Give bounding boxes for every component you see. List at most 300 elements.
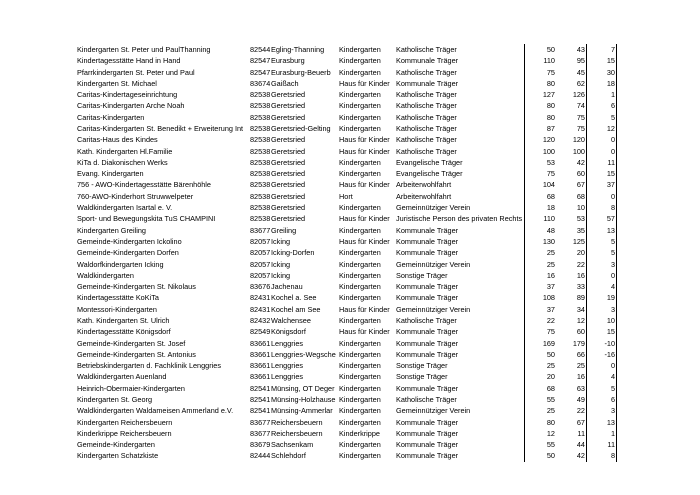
occupancy-cell: 33 <box>576 282 585 292</box>
facility-name-cell: Heinrich-Obermaier-Kindergarten <box>77 383 185 393</box>
postal-code-cell: 82547 <box>250 56 270 66</box>
difference-cell: -10 <box>604 338 615 348</box>
occupancy-cell: 53 <box>576 214 585 224</box>
postal-code-cell: 82431 <box>250 293 270 303</box>
town-cell: Geretsried <box>271 169 306 179</box>
provider-type-cell: Katholische Träger <box>396 67 457 77</box>
table-row <box>0 439 700 450</box>
facility-type-cell: Kindergarten <box>339 225 381 235</box>
town-cell: Icking <box>271 236 291 246</box>
postal-code-cell: 82538 <box>250 203 270 213</box>
provider-type-cell: Kommunale Träger <box>396 236 459 246</box>
provider-type-cell: Sonstige Träger <box>396 270 448 280</box>
postal-code-cell: 82538 <box>250 112 270 122</box>
facility-type-cell: Kindergarten <box>339 169 381 179</box>
table-row <box>0 168 700 179</box>
capacity-cell: 130 <box>542 236 555 246</box>
capacity-cell: 80 <box>546 112 555 122</box>
difference-cell: 0 <box>610 135 615 145</box>
capacity-cell: 100 <box>542 146 555 156</box>
difference-cell: 15 <box>606 169 615 179</box>
table-row <box>0 134 700 145</box>
facility-type-cell: Kindergarten <box>339 101 381 111</box>
facility-name-cell: Kindergarten Greiling <box>77 225 146 235</box>
postal-code-cell: 82538 <box>250 180 270 190</box>
difference-cell: 7 <box>610 45 615 54</box>
occupancy-cell: 25 <box>576 361 585 371</box>
provider-type-cell: Kommunale Träger <box>396 383 459 393</box>
provider-type-cell: Katholische Träger <box>396 45 457 54</box>
provider-type-cell: Arbeiterwohlfahrt <box>396 180 452 190</box>
postal-code-cell: 82541 <box>250 383 270 393</box>
facility-name-cell: Waldkindergarten Waldameisen Ammerland e.V. <box>77 406 234 416</box>
difference-cell: 5 <box>610 236 615 246</box>
difference-cell: 13 <box>606 225 615 235</box>
town-cell: Gaißach <box>271 78 299 88</box>
provider-type-cell: Katholische Träger <box>396 315 457 325</box>
town-cell: Geretsried <box>271 214 306 224</box>
facility-type-cell: Kindergarten <box>339 67 381 77</box>
postal-code-cell: 82547 <box>250 67 270 77</box>
facility-type-cell: Kindergarten <box>339 293 381 303</box>
provider-type-cell: Arbeiterwohlfahrt <box>396 191 452 201</box>
postal-code-cell: 82541 <box>250 394 270 404</box>
provider-type-cell: Katholische Träger <box>396 112 457 122</box>
facility-name-cell: Pfarrkindergarten St. Peter und Paul <box>77 67 195 77</box>
occupancy-cell: 10 <box>576 203 585 213</box>
facility-name-cell: Kath. Kindergarten St. Ulrich <box>77 315 170 325</box>
difference-cell: 3 <box>610 406 615 416</box>
capacity-cell: 75 <box>546 169 555 179</box>
table-row <box>0 304 700 315</box>
difference-cell: 0 <box>610 270 615 280</box>
difference-cell: 4 <box>610 372 615 382</box>
occupancy-cell: 125 <box>572 236 585 246</box>
town-cell: Kochel am See <box>271 304 321 314</box>
facility-type-cell: Kindergarten <box>339 248 381 258</box>
town-cell: Reichersbeuern <box>271 417 323 427</box>
difference-cell: 3 <box>610 304 615 314</box>
occupancy-cell: 42 <box>576 157 585 167</box>
postal-code-cell: 82057 <box>250 236 270 246</box>
table-row <box>0 383 700 394</box>
town-cell: Geretsried <box>271 90 306 100</box>
table-row <box>0 157 700 168</box>
postal-code-cell: 83661 <box>250 361 270 371</box>
town-cell: Eurasburg-Beuerb <box>271 67 331 77</box>
town-cell: Eurasburg <box>271 56 305 66</box>
town-cell: Lenggries <box>271 361 304 371</box>
postal-code-cell: 83679 <box>250 440 270 450</box>
occupancy-cell: 22 <box>576 259 585 269</box>
provider-type-cell: Gemeinnütziger Verein <box>396 203 471 213</box>
capacity-cell: 104 <box>542 180 555 190</box>
facility-name-cell: Gemeinde-Kindergarten Dorfen <box>77 248 179 258</box>
occupancy-cell: 45 <box>576 67 585 77</box>
provider-type-cell: Kommunale Träger <box>396 78 459 88</box>
facility-type-cell: Kindergarten <box>339 394 381 404</box>
table-row <box>0 44 700 55</box>
facility-name-cell: Kath. Kindergarten Hl.Familie <box>77 146 173 156</box>
table-row <box>0 338 700 349</box>
capacity-cell: 48 <box>546 225 555 235</box>
occupancy-cell: 22 <box>576 406 585 416</box>
facility-type-cell: Haus für Kinder <box>339 78 390 88</box>
difference-cell: 5 <box>610 248 615 258</box>
provider-type-cell: Kommunale Träger <box>396 417 459 427</box>
table-row <box>0 191 700 202</box>
provider-type-cell: Gemeinnütziger Verein <box>396 259 471 269</box>
difference-cell: 0 <box>610 191 615 201</box>
difference-cell: 6 <box>610 101 615 111</box>
table-row <box>0 259 700 270</box>
postal-code-cell: 82541 <box>250 406 270 416</box>
facility-name-cell: Caritas-Kindergarten Arche Noah <box>77 101 185 111</box>
town-cell: Schlehdorf <box>271 451 306 461</box>
table-row <box>0 100 700 111</box>
occupancy-cell: 179 <box>572 338 585 348</box>
town-cell: Königsdorf <box>271 327 306 337</box>
capacity-cell: 80 <box>546 101 555 111</box>
town-cell: Lenggries-Wegsche <box>271 349 336 359</box>
provider-type-cell: Katholische Träger <box>396 90 457 100</box>
provider-type-cell: Katholische Träger <box>396 146 457 156</box>
table-row <box>0 179 700 190</box>
town-cell: Münsing-Holzhause <box>271 394 336 404</box>
capacity-cell: 37 <box>546 304 555 314</box>
facility-type-cell: Kindergarten <box>339 259 381 269</box>
difference-cell: 18 <box>606 78 615 88</box>
town-cell: Geretsried <box>271 203 306 213</box>
town-cell: Geretsried <box>271 112 306 122</box>
postal-code-cell: 82444 <box>250 451 270 461</box>
provider-type-cell: Katholische Träger <box>396 135 457 145</box>
table-row <box>0 326 700 337</box>
town-cell: Lenggries <box>271 338 304 348</box>
table-row <box>0 281 700 292</box>
capacity-cell: 50 <box>546 45 555 54</box>
facility-name-cell: Kindergarten Reichersbeuern <box>77 417 173 427</box>
provider-type-cell: Sonstige Träger <box>396 361 448 371</box>
provider-type-cell: Kommunale Träger <box>396 349 459 359</box>
postal-code-cell: 82538 <box>250 191 270 201</box>
facility-name-cell: Betriebskindergarten d. Fachklinik Lenggries <box>77 361 221 371</box>
postal-code-cell: 82432 <box>250 315 270 325</box>
capacity-cell: 80 <box>546 417 555 427</box>
facility-type-cell: Kindergarten <box>339 270 381 280</box>
facility-name-cell: Gemeinde-Kindergarten St. Antonius <box>77 349 196 359</box>
capacity-cell: 50 <box>546 349 555 359</box>
provider-type-cell: Kommunale Träger <box>396 225 459 235</box>
provider-type-cell: Kommunale Träger <box>396 440 459 450</box>
occupancy-cell: 11 <box>577 428 585 438</box>
town-cell: Geretsried <box>271 180 306 190</box>
occupancy-cell: 34 <box>576 304 585 314</box>
facility-name-cell: Gemeinde-Kindergarten Ickolino <box>77 236 182 246</box>
table-row <box>0 394 700 405</box>
postal-code-cell: 83661 <box>250 372 270 382</box>
town-cell: Geretsried <box>271 135 306 145</box>
town-cell: Egling-Thanning <box>271 45 325 54</box>
table-row <box>0 292 700 303</box>
town-cell: Icking <box>271 259 291 269</box>
town-cell: Icking-Dorfen <box>271 248 315 258</box>
facility-name-cell: Caritas-Kindergarten <box>77 112 145 122</box>
capacity-cell: 169 <box>542 338 555 348</box>
facility-name-cell: Evang. Kindergarten <box>77 169 144 179</box>
facility-type-cell: Kindergarten <box>339 440 381 450</box>
table-row <box>0 247 700 258</box>
facility-type-cell: Kindergarten <box>339 361 381 371</box>
facility-name-cell: KiTa d. Diakonischen Werks <box>77 157 168 167</box>
capacity-cell: 110 <box>543 56 555 66</box>
occupancy-cell: 60 <box>576 327 585 337</box>
facility-name-cell: Kindertagesstätte Hand in Hand <box>77 56 181 66</box>
occupancy-cell: 100 <box>572 146 585 156</box>
postal-code-cell: 83674 <box>250 78 270 88</box>
occupancy-cell: 95 <box>576 56 585 66</box>
facility-type-cell: Kindergarten <box>339 90 381 100</box>
table-row <box>0 405 700 416</box>
facility-type-cell: Kindergarten <box>339 45 381 54</box>
table-row <box>0 213 700 224</box>
postal-code-cell: 82538 <box>250 124 270 134</box>
facility-type-cell: Kinderkrippe <box>339 428 380 438</box>
facility-type-cell: Kindergarten <box>339 349 381 359</box>
table-row <box>0 270 700 281</box>
occupancy-cell: 35 <box>576 225 585 235</box>
capacity-cell: 75 <box>546 67 555 77</box>
table-row <box>0 112 700 123</box>
capacity-cell: 68 <box>546 191 555 201</box>
capacity-cell: 25 <box>546 248 555 258</box>
facility-name-cell: Kindergarten St. Georg <box>77 394 153 404</box>
capacity-cell: 120 <box>542 135 555 145</box>
table-row <box>0 55 700 66</box>
capacity-cell: 12 <box>546 428 555 438</box>
capacity-cell: 127 <box>542 90 555 100</box>
facility-name-cell: Gemeinde-Kindergarten St. Josef <box>77 338 186 348</box>
provider-type-cell: Katholische Träger <box>396 101 457 111</box>
postal-code-cell: 82538 <box>250 135 270 145</box>
town-cell: Geretsried <box>271 146 306 156</box>
town-cell: Kochel a. See <box>271 293 317 303</box>
difference-cell: 30 <box>606 67 615 77</box>
occupancy-cell: 66 <box>576 349 585 359</box>
difference-cell: 12 <box>606 124 615 134</box>
postal-code-cell: 82538 <box>250 214 270 224</box>
postal-code-cell: 82549 <box>250 327 270 337</box>
facility-name-cell: Sport- und Bewegungskita TuS CHAMPINI <box>77 214 216 224</box>
table-row <box>0 450 700 461</box>
postal-code-cell: 82057 <box>250 259 270 269</box>
provider-type-cell: Kommunale Träger <box>396 327 459 337</box>
capacity-cell: 25 <box>546 406 555 416</box>
table-row <box>0 428 700 439</box>
facility-type-cell: Haus für Kinder <box>339 180 390 190</box>
town-cell: Sachsenkam <box>271 440 314 450</box>
occupancy-cell: 74 <box>576 101 585 111</box>
postal-code-cell: 82538 <box>250 157 270 167</box>
table-row <box>0 202 700 213</box>
capacity-cell: 80 <box>546 78 555 88</box>
occupancy-cell: 68 <box>576 191 585 201</box>
occupancy-cell: 75 <box>576 112 585 122</box>
occupancy-cell: 89 <box>576 293 585 303</box>
difference-cell: 10 <box>606 315 615 325</box>
occupancy-cell: 42 <box>576 451 585 461</box>
postal-code-cell: 82431 <box>250 304 270 314</box>
table-row <box>0 78 700 89</box>
provider-type-cell: Evangelische Träger <box>396 157 463 167</box>
town-cell: Münsing-Ammerlar <box>271 406 333 416</box>
provider-type-cell: Kommunale Träger <box>396 428 459 438</box>
town-cell: Geretsried <box>271 157 306 167</box>
provider-type-cell: Katholische Träger <box>396 124 457 134</box>
town-cell: Geretsried <box>271 191 306 201</box>
occupancy-cell: 62 <box>576 78 585 88</box>
town-cell: Greiling <box>271 225 297 235</box>
postal-code-cell: 83676 <box>250 282 270 292</box>
provider-type-cell: Kommunale Träger <box>396 248 459 258</box>
capacity-cell: 25 <box>546 361 555 371</box>
occupancy-cell: 75 <box>576 124 585 134</box>
facility-type-cell: Kindergarten <box>339 112 381 122</box>
occupancy-cell: 126 <box>572 90 585 100</box>
capacity-cell: 18 <box>546 203 555 213</box>
postal-code-cell: 82057 <box>250 248 270 258</box>
difference-cell: -16 <box>604 349 615 359</box>
facility-name-cell: Kindergarten Schatzkiste <box>77 451 159 461</box>
town-cell: Münsing, OT Deger <box>271 383 335 393</box>
table-row <box>0 417 700 428</box>
difference-cell: 15 <box>606 327 615 337</box>
capacity-cell: 16 <box>546 270 555 280</box>
postal-code-cell: 83677 <box>250 428 270 438</box>
provider-type-cell: Gemeinnütziger Verein <box>396 304 471 314</box>
postal-code-cell: 82057 <box>250 270 270 280</box>
facility-name-cell: Caritas-Haus des Kindes <box>77 135 158 145</box>
provider-type-cell: Gemeinnütziger Verein <box>396 406 471 416</box>
town-cell: Lenggries <box>271 372 304 382</box>
occupancy-cell: 12 <box>576 315 585 325</box>
facility-type-cell: Kindergarten <box>339 338 381 348</box>
occupancy-cell: 20 <box>576 248 585 258</box>
difference-cell: 13 <box>606 417 615 427</box>
facility-name-cell: Waldorfkindergarten Icking <box>77 259 164 269</box>
capacity-cell: 75 <box>546 327 555 337</box>
occupancy-cell: 120 <box>572 135 585 145</box>
facility-type-cell: Kindergarten <box>339 417 381 427</box>
postal-code-cell: 82538 <box>250 101 270 111</box>
town-cell: Jachenau <box>271 282 303 292</box>
postal-code-cell: 82538 <box>250 146 270 156</box>
postal-code-cell: 82538 <box>250 90 270 100</box>
town-cell: Icking <box>271 270 291 280</box>
postal-code-cell: 82538 <box>250 169 270 179</box>
table-row <box>0 67 700 78</box>
table-row <box>0 315 700 326</box>
provider-type-cell: Kommunale Träger <box>396 293 459 303</box>
provider-type-cell: Katholische Träger <box>396 394 457 404</box>
facility-name-cell: Kinderkrippe Reichersbeuern <box>77 428 172 438</box>
provider-type-cell: Sonstige Träger <box>396 372 448 382</box>
postal-code-cell: 82544 <box>250 45 270 54</box>
facility-name-cell: Waldkindergarten Isartal e. V. <box>77 203 173 213</box>
facility-type-cell: Haus für Kinder <box>339 327 390 337</box>
table-row <box>0 371 700 382</box>
town-cell: Geretsried-Gelting <box>271 124 331 134</box>
difference-cell: 15 <box>606 56 615 66</box>
postal-code-cell: 83677 <box>250 225 270 235</box>
facility-name-cell: Kindergarten St. Peter und PaulThanning <box>77 45 211 54</box>
facility-type-cell: Haus für Kinder <box>339 304 390 314</box>
facility-name-cell: Gemeinde-Kindergarten St. Nikolaus <box>77 282 196 292</box>
difference-cell: 8 <box>610 451 615 461</box>
town-cell: Reichersbeuern <box>271 428 323 438</box>
facility-name-cell: Gemeinde-Kindergarten <box>77 440 155 450</box>
postal-code-cell: 83661 <box>250 338 270 348</box>
facility-type-cell: Hort <box>339 191 353 201</box>
occupancy-cell: 44 <box>576 440 585 450</box>
difference-cell: 0 <box>610 361 615 371</box>
difference-cell: 57 <box>606 214 615 224</box>
facility-type-cell: Kindergarten <box>339 56 381 66</box>
facility-type-cell: Kindergarten <box>339 372 381 382</box>
facility-name-cell: Montessori-Kindergarten <box>77 304 157 314</box>
difference-cell: 1 <box>610 428 615 438</box>
capacity-cell: 110 <box>543 214 555 224</box>
facility-type-cell: Kindergarten <box>339 451 381 461</box>
facility-name-cell: Waldkindergarten Auenland <box>77 372 167 382</box>
capacity-cell: 20 <box>546 372 555 382</box>
table-row <box>0 89 700 100</box>
provider-type-cell: Kommunale Träger <box>396 282 459 292</box>
facility-name-cell: Kindertagesstätte Königsdorf <box>77 327 171 337</box>
difference-cell: 3 <box>610 259 615 269</box>
occupancy-cell: 67 <box>576 417 585 427</box>
capacity-cell: 55 <box>546 394 555 404</box>
facility-name-cell: Caritas-Kindergarten St. Benedikt + Erweiterung Int <box>77 124 244 134</box>
facility-type-cell: Kindergarten <box>339 157 381 167</box>
facility-type-cell: Kindergarten <box>339 124 381 134</box>
difference-cell: 5 <box>610 112 615 122</box>
difference-cell: 0 <box>610 146 615 156</box>
postal-code-cell: 83677 <box>250 417 270 427</box>
facility-type-cell: Kindergarten <box>339 282 381 292</box>
capacity-cell: 25 <box>546 259 555 269</box>
provider-type-cell: Juristische Person des privaten Rechts <box>396 214 523 224</box>
capacity-cell: 108 <box>542 293 555 303</box>
table-row <box>0 225 700 236</box>
difference-cell: 5 <box>610 383 615 393</box>
capacity-cell: 87 <box>546 124 555 134</box>
facility-name-cell: Kindertagesstätte KoKiTa <box>77 293 159 303</box>
facility-type-cell: Kindergarten <box>339 315 381 325</box>
table-row <box>0 146 700 157</box>
capacity-cell: 53 <box>546 157 555 167</box>
postal-code-cell: 83661 <box>250 349 270 359</box>
provider-type-cell: Evangelische Träger <box>396 169 463 179</box>
facility-type-cell: Haus für Kinder <box>339 214 390 224</box>
facility-name-cell: Caritas-Kindertageseinrichtung <box>77 90 178 100</box>
facility-type-cell: Kindergarten <box>339 203 381 213</box>
difference-cell: 8 <box>610 203 615 213</box>
facility-name-cell: 760-AWO-Kinderhort Struwwelpeter <box>77 191 194 201</box>
facility-type-cell: Haus für Kinder <box>339 135 390 145</box>
capacity-cell: 68 <box>546 383 555 393</box>
facility-type-cell: Kindergarten <box>339 406 381 416</box>
